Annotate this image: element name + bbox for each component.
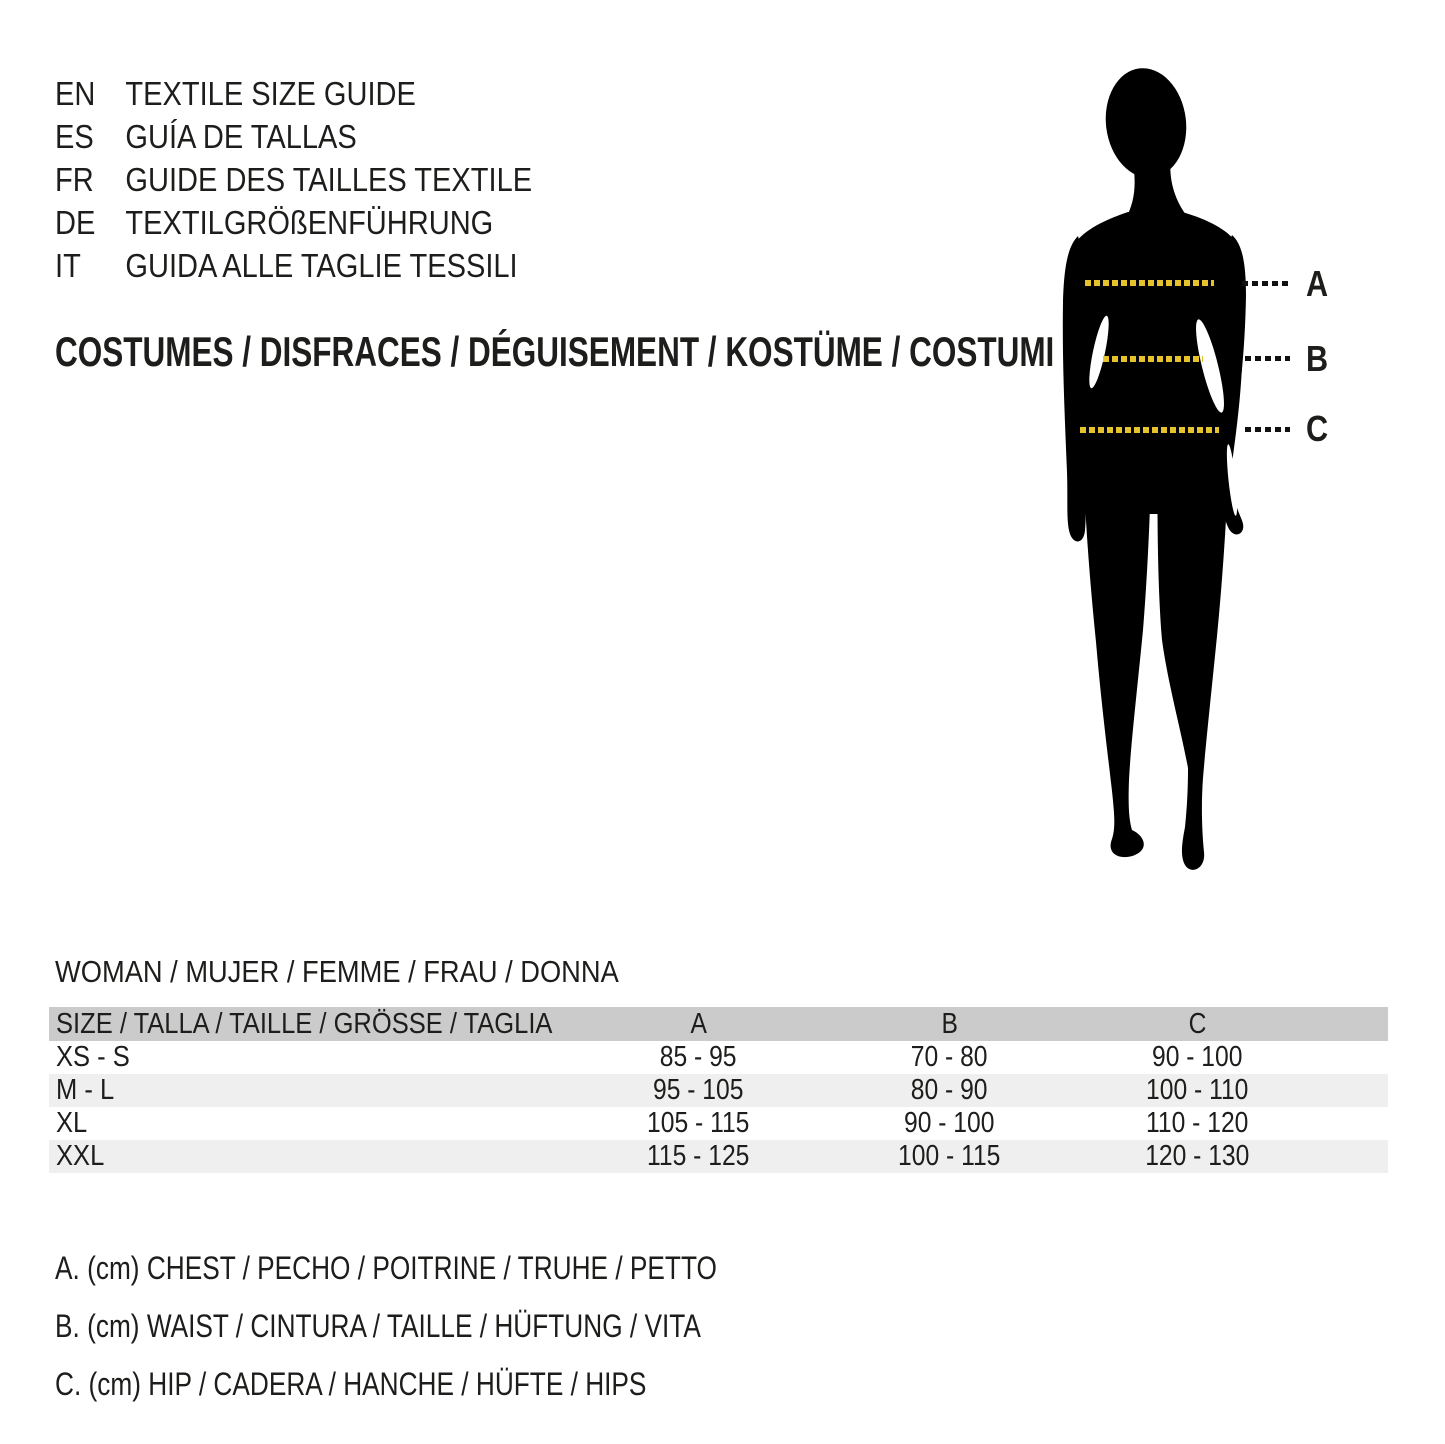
size-table-header-a: A (690, 1007, 707, 1040)
value-c: 110 - 120 (1146, 1107, 1249, 1139)
value-b: 80 - 90 (911, 1074, 988, 1106)
language-row-es (55, 115, 532, 158)
value-c: 120 - 130 (1145, 1140, 1250, 1172)
value-b: 70 - 80 (911, 1041, 988, 1073)
size-table-header-c: C (1188, 1007, 1207, 1040)
value-c: 100 - 110 (1146, 1074, 1249, 1106)
measure-label-a: A (1306, 263, 1329, 304)
section-heading-woman: WOMAN / MUJER / FEMME / FRAU / DONNA (55, 954, 619, 989)
language-code: ES (55, 118, 94, 155)
table-row-xxl (49, 1140, 1388, 1173)
value-c: 90 - 100 (1151, 1041, 1243, 1073)
language-row-de (55, 201, 532, 244)
legend-hip: C. (cm) HIP / CADERA / HANCHE / HÜFTE / HIPS (55, 1366, 647, 1402)
waist-line-leader (1245, 356, 1290, 361)
legend-waist: B. (cm) WAIST / CINTURA / TAILLE / HÜFTUNG / VITA (55, 1308, 701, 1344)
measure-label-c: C (1306, 408, 1329, 449)
language-title: GUIDA ALLE TAGLIE TESSILI (125, 247, 518, 284)
language-row-it (55, 244, 532, 287)
size-table-header-b: B (941, 1007, 958, 1040)
table-row-m-l (49, 1074, 1388, 1107)
language-title-list (55, 72, 597, 287)
size-label: XXL (56, 1140, 105, 1172)
language-title: GUÍA DE TALLAS (125, 118, 357, 155)
chest-line-leader (1242, 281, 1292, 286)
hip-line-leader (1245, 427, 1290, 432)
language-code: EN (55, 75, 96, 112)
waist-line-on-body (1103, 356, 1203, 362)
chest-line-on-body (1085, 280, 1214, 286)
legend-chest: A. (cm) CHEST / PECHO / POITRINE / TRUHE / PETTO (55, 1250, 717, 1286)
value-b: 90 - 100 (904, 1107, 995, 1139)
language-row-en (55, 72, 532, 115)
measurement-legend (55, 1248, 862, 1422)
category-heading: COSTUMES / DISFRACES / DÉGUISEMENT / KOSTÜME / COSTUMI (55, 328, 1055, 375)
language-title: TEXTILE SIZE GUIDE (125, 75, 416, 112)
size-label: M - L (56, 1074, 115, 1106)
value-b: 100 - 115 (898, 1140, 1001, 1172)
value-a: 105 - 115 (647, 1107, 750, 1139)
woman-silhouette-icon (1040, 60, 1270, 880)
language-title: GUIDE DES TAILLES TEXTILE (125, 161, 533, 198)
value-a: 85 - 95 (660, 1041, 737, 1073)
measure-label-b: B (1306, 338, 1329, 379)
language-row-fr (55, 158, 532, 201)
table-row-xs-s (49, 1041, 1388, 1074)
language-code: IT (55, 247, 81, 284)
size-label: XS - S (56, 1041, 130, 1073)
table-row-xl (49, 1107, 1388, 1140)
size-table (49, 1007, 1388, 1173)
hip-line-on-body (1080, 427, 1219, 433)
size-label: XL (56, 1107, 88, 1139)
size-table-header-label: SIZE / TALLA / TAILLE / GRÖSSE / TAGLIA (56, 1007, 553, 1040)
language-title: TEXTILGRÖßENFÜHRUNG (125, 204, 494, 241)
language-code: DE (55, 204, 96, 241)
size-table-header-row (49, 1007, 1388, 1041)
value-a: 115 - 125 (647, 1140, 750, 1172)
value-a: 95 - 105 (653, 1074, 744, 1106)
language-code: FR (55, 161, 94, 198)
